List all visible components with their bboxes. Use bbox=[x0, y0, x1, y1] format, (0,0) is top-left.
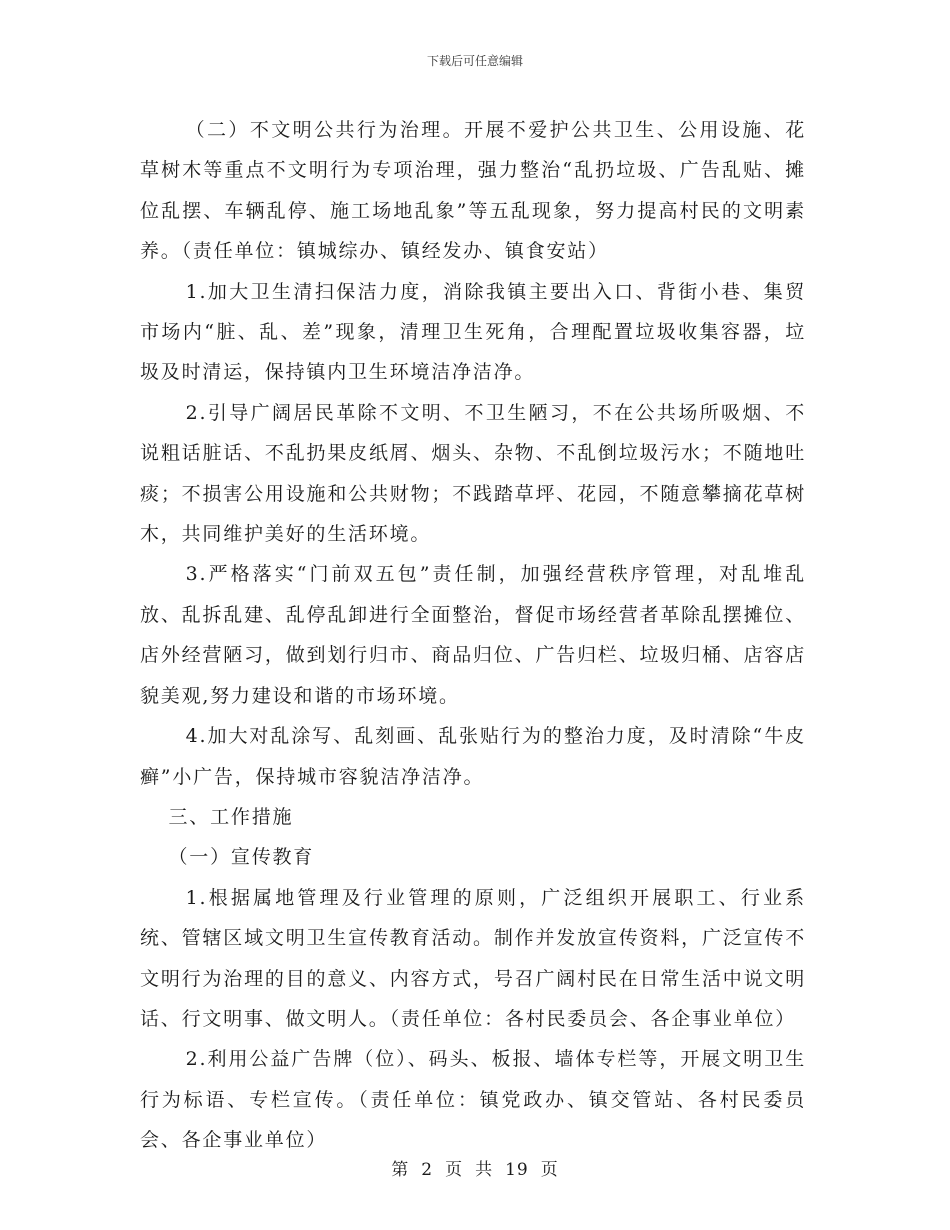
section-heading-measures: 三、工作措施 bbox=[168, 805, 294, 828]
paragraph-uncivil-behavior: （二）不文明公共行为治理。开展不爱护公共卫生、公用设施、花草树木等重点不文明行为专项治理，强力整治“乱扔垃圾、广告乱贴、摊位乱摆、车辆乱停、施工场地乱象”等五乱现象，努力提高村民的文明素养。（责任单位：镇城综办、镇经发办、镇食安站） bbox=[140, 119, 806, 263]
footer-suffix: 页 bbox=[540, 1160, 559, 1180]
footer-current-page: 2 bbox=[421, 1160, 434, 1180]
paragraph-item-2-habits: 2.引导广阔居民革除不文明、不卫生陋习，不在公共场所吸烟、不说粗话脏话、不乱扔果皮纸屑、烟头、杂物、不乱倒垃圾污水；不随地吐痰；不损害公用设施和公共财物；不践踏草坪、花园，不随意攀摘花草树木，共同维护美好的生活环境。 bbox=[140, 401, 806, 546]
paragraph-education-item-1: 1.根据属地管理及行业管理的原则，广泛组织开展职工、行业系统、管辖区域文明卫生宣传教育活动。制作并发放宣传资料，广泛宣传不文明行为治理的目的意义、内容方式，号召广阔村民在日常生活中说文明话、行文明事、做文明人。（责任单位：各村民委员会、各企事业单位） bbox=[140, 886, 806, 1030]
footer-prefix: 第 bbox=[391, 1160, 410, 1180]
subsection-heading-education: （一）宣传教育 bbox=[168, 846, 315, 869]
document-body bbox=[140, 110, 806, 1161]
paragraph-item-1-cleaning: 1.加大卫生清扫保洁力度，消除我镇主要出入口、背街小巷、集贸市场内“脏、乱、差”现象，清理卫生死角，合理配置垃圾收集容器，垃圾及时清运，保持镇内卫生环境洁净洁净。 bbox=[140, 280, 806, 384]
page-number-footer bbox=[0, 1155, 950, 1180]
footer-page-word: 页 bbox=[445, 1160, 464, 1180]
footer-total-pages: 19 bbox=[505, 1160, 529, 1180]
paragraph-item-3-responsibility: 3.严格落实“门前双五包”责任制，加强经营秩序管理，对乱堆乱放、乱拆乱建、乱停乱卸进行全面整治，督促市场经营者革除乱摆摊位、店外经营陋习，做到划行归市、商品归位、广告归栏、垃圾归桶、店容店貌美观,努力建设和谐的市场环境。 bbox=[140, 563, 806, 707]
paragraph-item-4-graffiti: 4.加大对乱涂写、乱刻画、乱张贴行为的整治力度，及时清除“牛皮癣”小广告，保持城市容貌洁净洁净。 bbox=[140, 725, 806, 788]
footer-total-word: 共 bbox=[475, 1160, 494, 1180]
header-note: 下载后可任意编辑 bbox=[426, 54, 523, 68]
paragraph-education-item-2: 2.利用公益广告牌（位）、码头、板报、墙体专栏等，开展文明卫生行为标语、专栏宣传。（责任单位：镇党政办、镇交管站、各村民委员会、各企事业单位） bbox=[140, 1048, 806, 1152]
